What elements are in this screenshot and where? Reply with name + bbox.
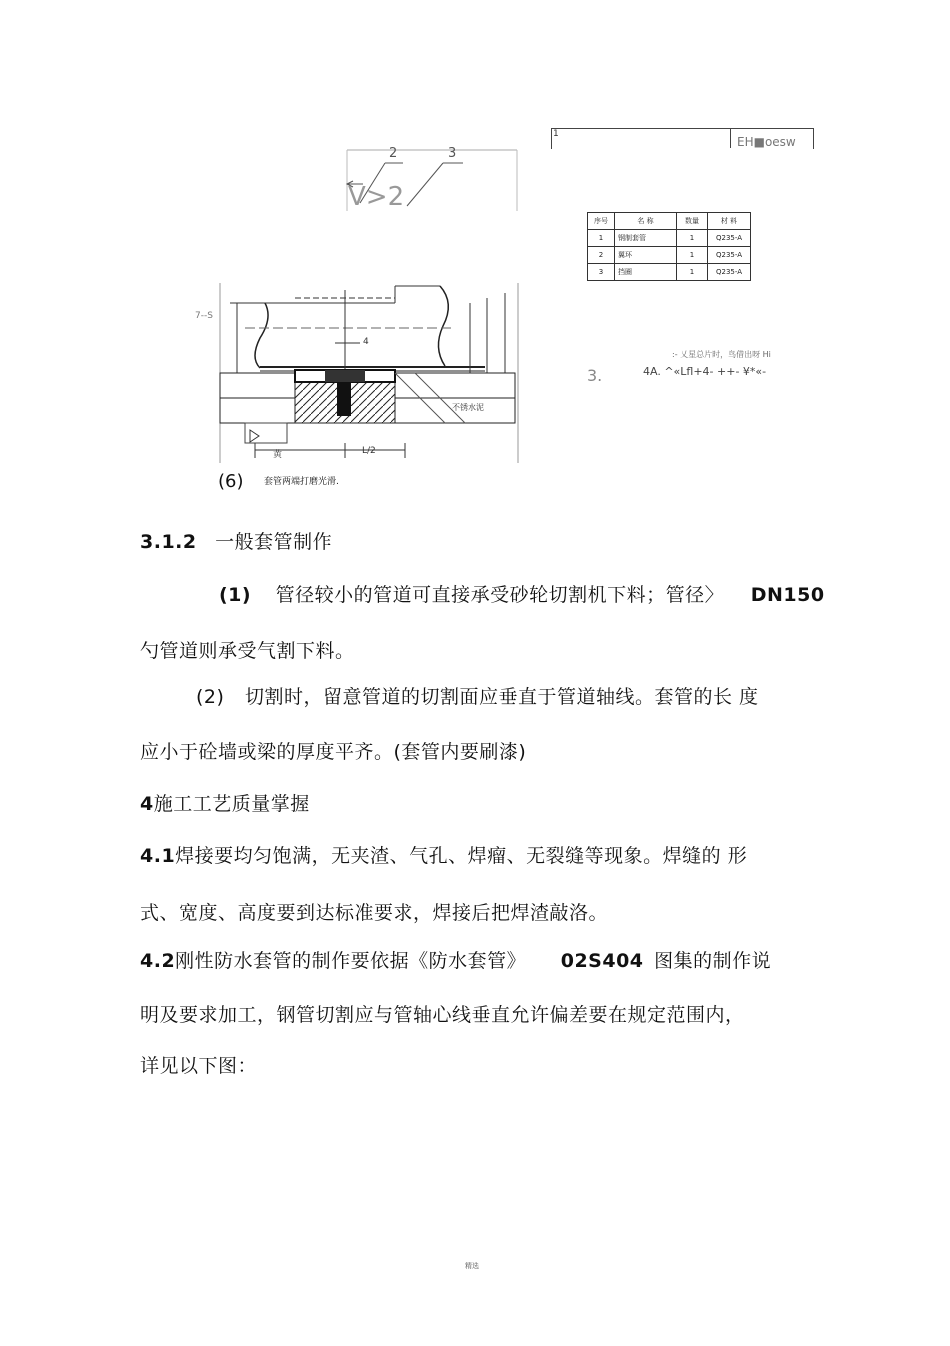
header-cell: 材 料 <box>708 213 751 230</box>
page-footer: 精选 <box>465 1262 479 1270</box>
left-marker: 7--S <box>195 311 213 321</box>
right-3: 3. <box>587 366 603 385</box>
item-text: 切割时，留意管道的切割面应垂直于管道轴线。套管的长 度 <box>244 686 759 708</box>
dim-4: 4 <box>363 337 369 347</box>
item-number: 4.1 <box>140 845 176 867</box>
heading-3-1-2 <box>140 527 332 554</box>
top-box-number: 1 <box>553 129 559 139</box>
dn-value: DN150 <box>750 584 825 606</box>
item-text-2: 图集的制作说 <box>654 950 772 972</box>
table-header-row <box>588 213 751 230</box>
table-row <box>588 264 751 281</box>
callout-2: 2 <box>389 146 398 161</box>
header-cell: 序号 <box>588 213 615 230</box>
item-text: 焊接要均匀饱满，无夹渣、气孔、焊瘤、无裂缝等现象。焊缝的 形 <box>175 845 748 867</box>
parts-table <box>587 212 751 281</box>
item-text: 刚性防水套管的制作要依据《防水套管》 <box>175 950 527 972</box>
paragraph-4-2-line-2: 明及要求加工，钢管切割应与管轴心线垂直允许偏差要在规定范围内， <box>140 1004 745 1026</box>
heading-text: 施工工艺质量掌握 <box>153 793 310 815</box>
paragraph-4-2-line-3: 详见以下图： <box>140 1055 258 1077</box>
header-cell: 数量 <box>677 213 708 230</box>
paragraph-4-1-line-2: 式、宽度、高度要到达标准要求，焊接后把焊渣敲洛。 <box>140 902 609 924</box>
table-row <box>588 247 751 264</box>
callout-3: 3 <box>448 146 457 161</box>
paragraph-4-2 <box>140 946 771 973</box>
paragraph-1 <box>219 580 825 607</box>
table-row <box>588 230 751 247</box>
table-cell: 1 <box>677 247 708 264</box>
table-cell: 1 <box>677 264 708 281</box>
table-cell: 3 <box>588 264 615 281</box>
table-cell: 2 <box>588 247 615 264</box>
sleeve-section-drawing <box>215 278 520 468</box>
paragraph-1-line-2: 勺管道则承受气割下料。 <box>140 640 355 662</box>
heading-number: 3.1.2 <box>140 531 197 553</box>
table-cell: 翼环 <box>615 247 677 264</box>
half-length: L/2 <box>362 446 376 456</box>
heading-text: 一般套管制作 <box>215 531 333 553</box>
table-cell: 钢制套管 <box>615 230 677 247</box>
right-garble: 4A. ^«Lfl+4- ++- ¥*«- <box>643 365 767 378</box>
water-label: 不锈水泥 <box>452 403 484 412</box>
paragraph-2-line-2: 应小于砼墙或梁的厚度平齐。(套管内要刷漆) <box>140 741 527 763</box>
paragraph-4-1 <box>140 841 747 868</box>
angle-label: V>2 <box>348 182 405 212</box>
table-cell: 1 <box>677 230 708 247</box>
item-text: 管径较小的管道可直接承受砂轮切割机下料；管径〉 <box>275 584 725 606</box>
heading-number: 4 <box>140 793 154 815</box>
item-number: (1) <box>219 584 252 606</box>
right-note: :- 乂星总片时，鸟借出呀 Hi <box>672 350 771 359</box>
table-cell: 挡圈 <box>615 264 677 281</box>
note-6-text: 套管两端打磨光滑. <box>264 477 339 487</box>
table-cell: Q235-A <box>708 247 751 264</box>
top-box-divider <box>730 128 731 148</box>
item-number: (2) <box>196 686 225 708</box>
heading-4 <box>140 789 310 816</box>
standard-code: 02S404 <box>560 950 644 972</box>
weld-label: 黄 <box>273 450 283 460</box>
header-cell: 名 称 <box>615 213 677 230</box>
table-cell: Q235-A <box>708 264 751 281</box>
top-box-label: EH■oesw <box>737 135 796 149</box>
note-6-num: (6) <box>218 471 244 492</box>
table-cell: Q235-A <box>708 230 751 247</box>
item-number: 4.2 <box>140 950 176 972</box>
paragraph-2 <box>196 682 759 709</box>
table-cell: 1 <box>588 230 615 247</box>
